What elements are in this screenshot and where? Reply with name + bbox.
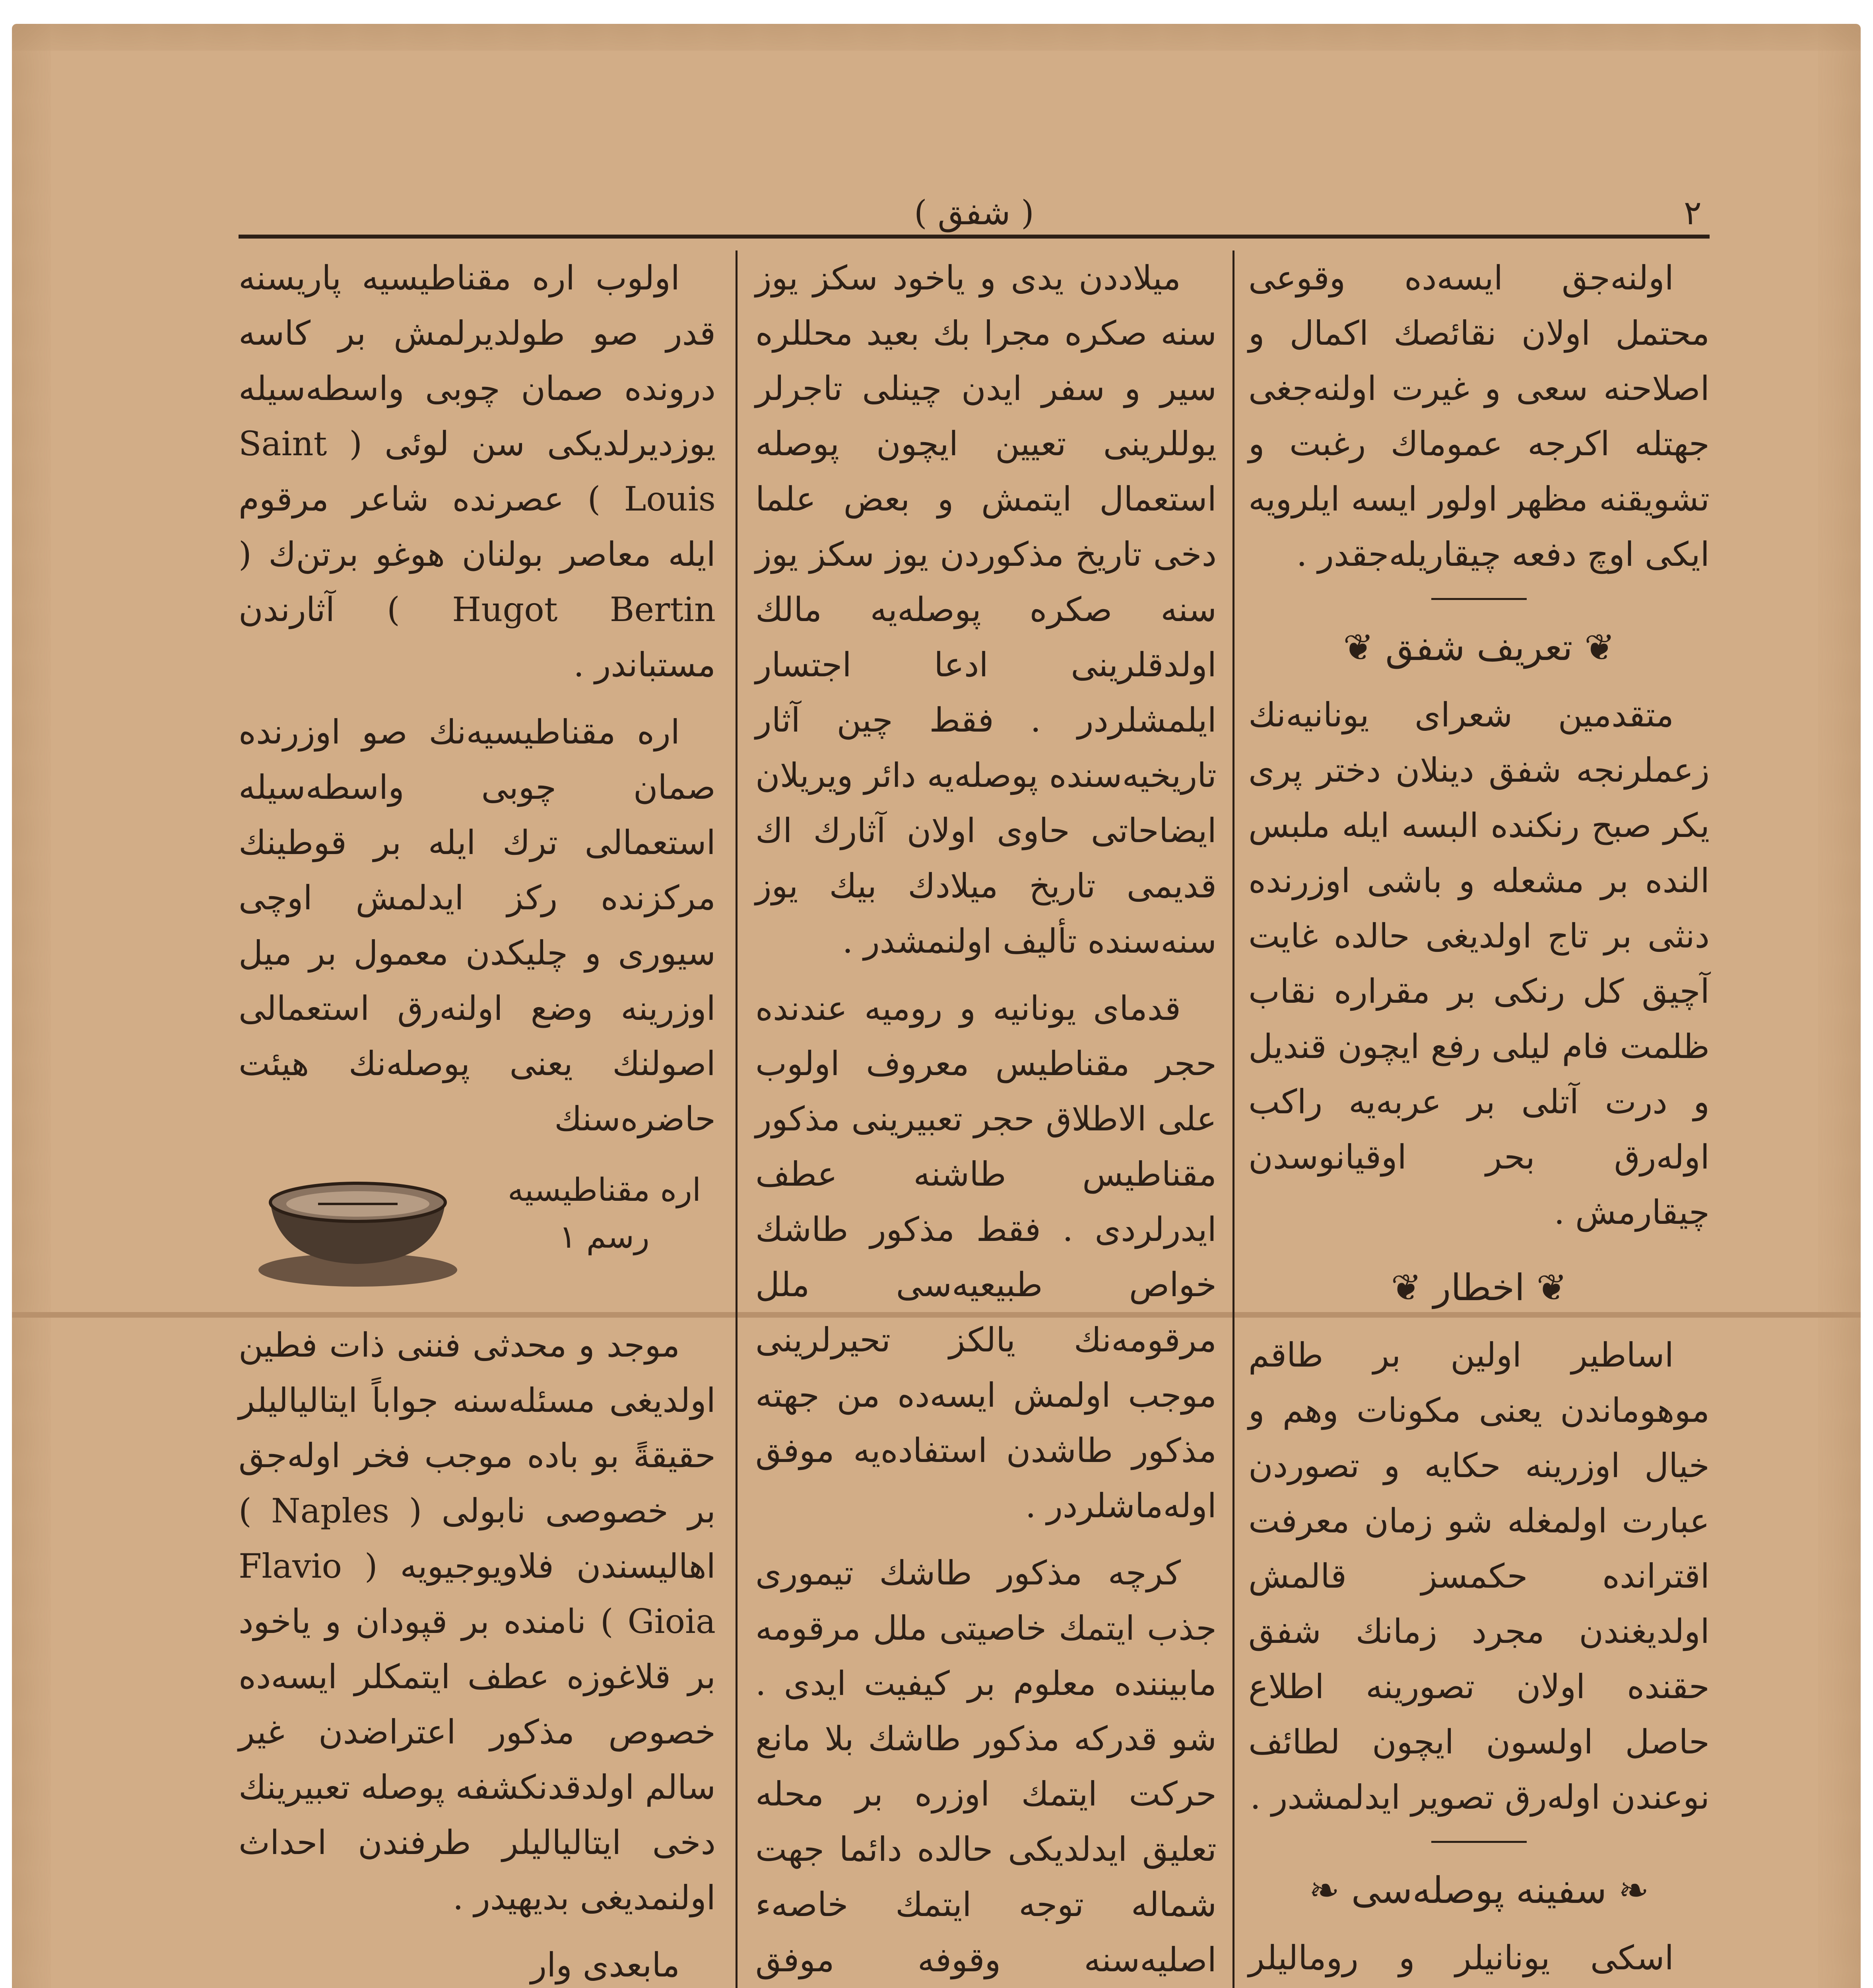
section-title: سفینه پوصلەسی: [1351, 1869, 1607, 1912]
body-paragraph: اسکی یونانیلر و روماليلر: [1248, 1938, 1674, 1977]
ornament-icon: ❦: [1536, 1266, 1567, 1309]
continued-note: مابعدی وار: [530, 1945, 680, 1984]
ornament-icon: ❦: [1343, 626, 1374, 669]
body-paragraph: میلاددن یدی و یاخود سکز یوز سنه صکره مجرا بك بعید محللرە سیر و سفر ایدن چینلی تاجرلر یوللرینی تعیین ایچون پوصله استعمال ایتمش و بعض علما دخی تاریخ مذکوردن یوز سکز یوز سنه صکره پوصلەیه مالك اولدقلرینی ادعا اجتسار ایلمشلردر . فقط چین آثار تاریخیه‌سنده پوصلەیه دائر ویریلان ایضاحاتی حاوی اولان آثارك اك قدیمی تاریخ میلادك بیك یوز سنه‌سنده تألیف اولنمشدر .: [755, 258, 1217, 961]
body-paragraph: قدمای یونانیه و رومیه عندنده حجر مقناطیس معروف اولوب علی الاطلاق حجر تعبیرینی مذکور مقناطیس طاشنه عطف ایدرلردی . فقط مذکور طاشك خواص طبیعیه‌سی ملل مرقومەنك یالکز تحیرلرینی موجب اولمش ایسەده من جهته مذکور طاشدن استفادەیه موفق اوله‌ماشلردر .: [755, 989, 1217, 1525]
body-paragraph: متقدمین شعرای یونانیەنك زعملرنجه شفق دینلان دختر پری یکر صبح رنکندە البسه ایله ملبس الندە بر مشعله و باشی اوزرندە دنثی بر تاج اولدیغی حالدە غایت آچیق کل رنکی بر مقراره نقاب ظلمت فام لیلی رفع ایچون قندیل و درت آتلی بر عربەیه راکب اولەرق بحر اوقیانوسدن چیقارمش .: [1248, 695, 1710, 1232]
figure-caption-title: ارە مقناطیسیه: [507, 1171, 701, 1208]
section-divider: [1431, 598, 1527, 600]
section-divider: [1431, 1841, 1527, 1843]
figure-caption-number: رسم ١: [559, 1218, 650, 1255]
body-paragraph: ارە مقناطیسیه‌نك صو اوزرنده صمان چوبی واسطه‌سیله استعمالی ترك ایله بر قوطینك مرکزنده رکز ایدلمش اوچی سیوری و چلیكدن معمول بر میل اوزرینه وضع اولنەرق استعمالی اصولنك یعنی پوصلەنك هیئت حاضره‌سنك: [239, 712, 716, 1138]
section-heading-shafaq-definition: [1248, 624, 1710, 672]
ornament-icon: ❧: [1618, 1869, 1649, 1912]
figure-compass-bowl: [239, 1159, 716, 1302]
compass-bowl-illustration: [254, 1171, 461, 1290]
column-left: [239, 250, 716, 1988]
ornament-icon: ❦: [1584, 626, 1615, 669]
newspaper-page: [239, 187, 1710, 1988]
body-paragraph: اساطیر اولین بر طاقم موهوماندن یعنی مکونات وهم و خیال اوزرینه حکایه و تصوردن عبارت اولمغله شو زمان معرفت اقترانده حکمسز قالمش اولدیغندن مجرد زمانك شفق حقنده اولان تصورینه اطلاع حاصل اولسون ایچون لطائف نوعندن اولەرق تصویر ایدلمشدر .: [1248, 1336, 1710, 1817]
body-paragraph: کرچه مذکور طاشك تیموری جذب ایتمك خاصیتی ملل مرقومه مابیننده معلوم بر کیفیت ایدی . شو قدرکه مذکور طاشك بلا مانع حرکت ایتمك اوزرە بر محله تعلیق ایدلدیکی حالده دائما جهت شماله توجه ایتمك خاصه‌ء اصلیه‌سنه وقوفه موفق: [755, 1553, 1217, 1979]
header-rule: [239, 235, 1710, 239]
section-heading-notice: [1248, 1264, 1710, 1312]
body-paragraph: اولوب ارە مقناطیسیه پاریسنه قدر صو طولدیرلمش بر کاسه درونده صمان چوبی واسطه‌سیله یوزدیرلدیکی سن لوئی ( Saint Louis ) عصرنده شاعر مرقوم ایله معاصر بولنان هوغو برتن‌ك ( Hugot Bertin ) آثارندن مستباندر .: [239, 258, 716, 684]
masthead-title: ( شفق ): [914, 193, 1034, 232]
section-title: اخطار: [1433, 1266, 1525, 1309]
body-paragraph: موجد و محدثی فننی ذات فطین اولدیغی مسئلەسنه جواباً ایتالیالیلر حقیقةً بو باده موجب فخر اوله‌جق بر خصوصی نابولی ( Naples ) اهالیسندن فلاویوجیویە ( Flavio Gioia ) نامنده بر قپودان و یاخود بر قلاغوزه عطف ایتمکلر ایسەده خصوص مذکور اعتراضدن غیر سالم اولدقدنکشفه پوصلە تعبیرینك دخی ایتالیالیلر طرفندن احداث اولنمدیغی بدیهیدر .: [239, 1326, 716, 1917]
ornament-icon: ❦: [1391, 1266, 1422, 1309]
ornament-icon: ❧: [1309, 1869, 1340, 1912]
intro-paragraph: اولنەجق ایسەدە وقوعی محتمل اولان نقائصك اكمال و اصلاحنه سعی و غیرت اولنەجغی جهتله اكرجه عموماك رغبت و تشویقنه مظهر اولور ایسه ایلرویه ایکی اوچ دفعه چیقاریله‌جقدر .: [1248, 258, 1710, 574]
column-separator: [1232, 250, 1234, 1988]
column-separator: [736, 250, 738, 1988]
figure-caption: [501, 1167, 708, 1260]
section-title: تعریف شفق: [1385, 626, 1573, 669]
page-number: ٢: [1683, 193, 1702, 232]
column-right: [1248, 250, 1710, 1988]
column-middle: [755, 250, 1217, 1988]
section-heading-ship-compass: [1248, 1867, 1710, 1914]
